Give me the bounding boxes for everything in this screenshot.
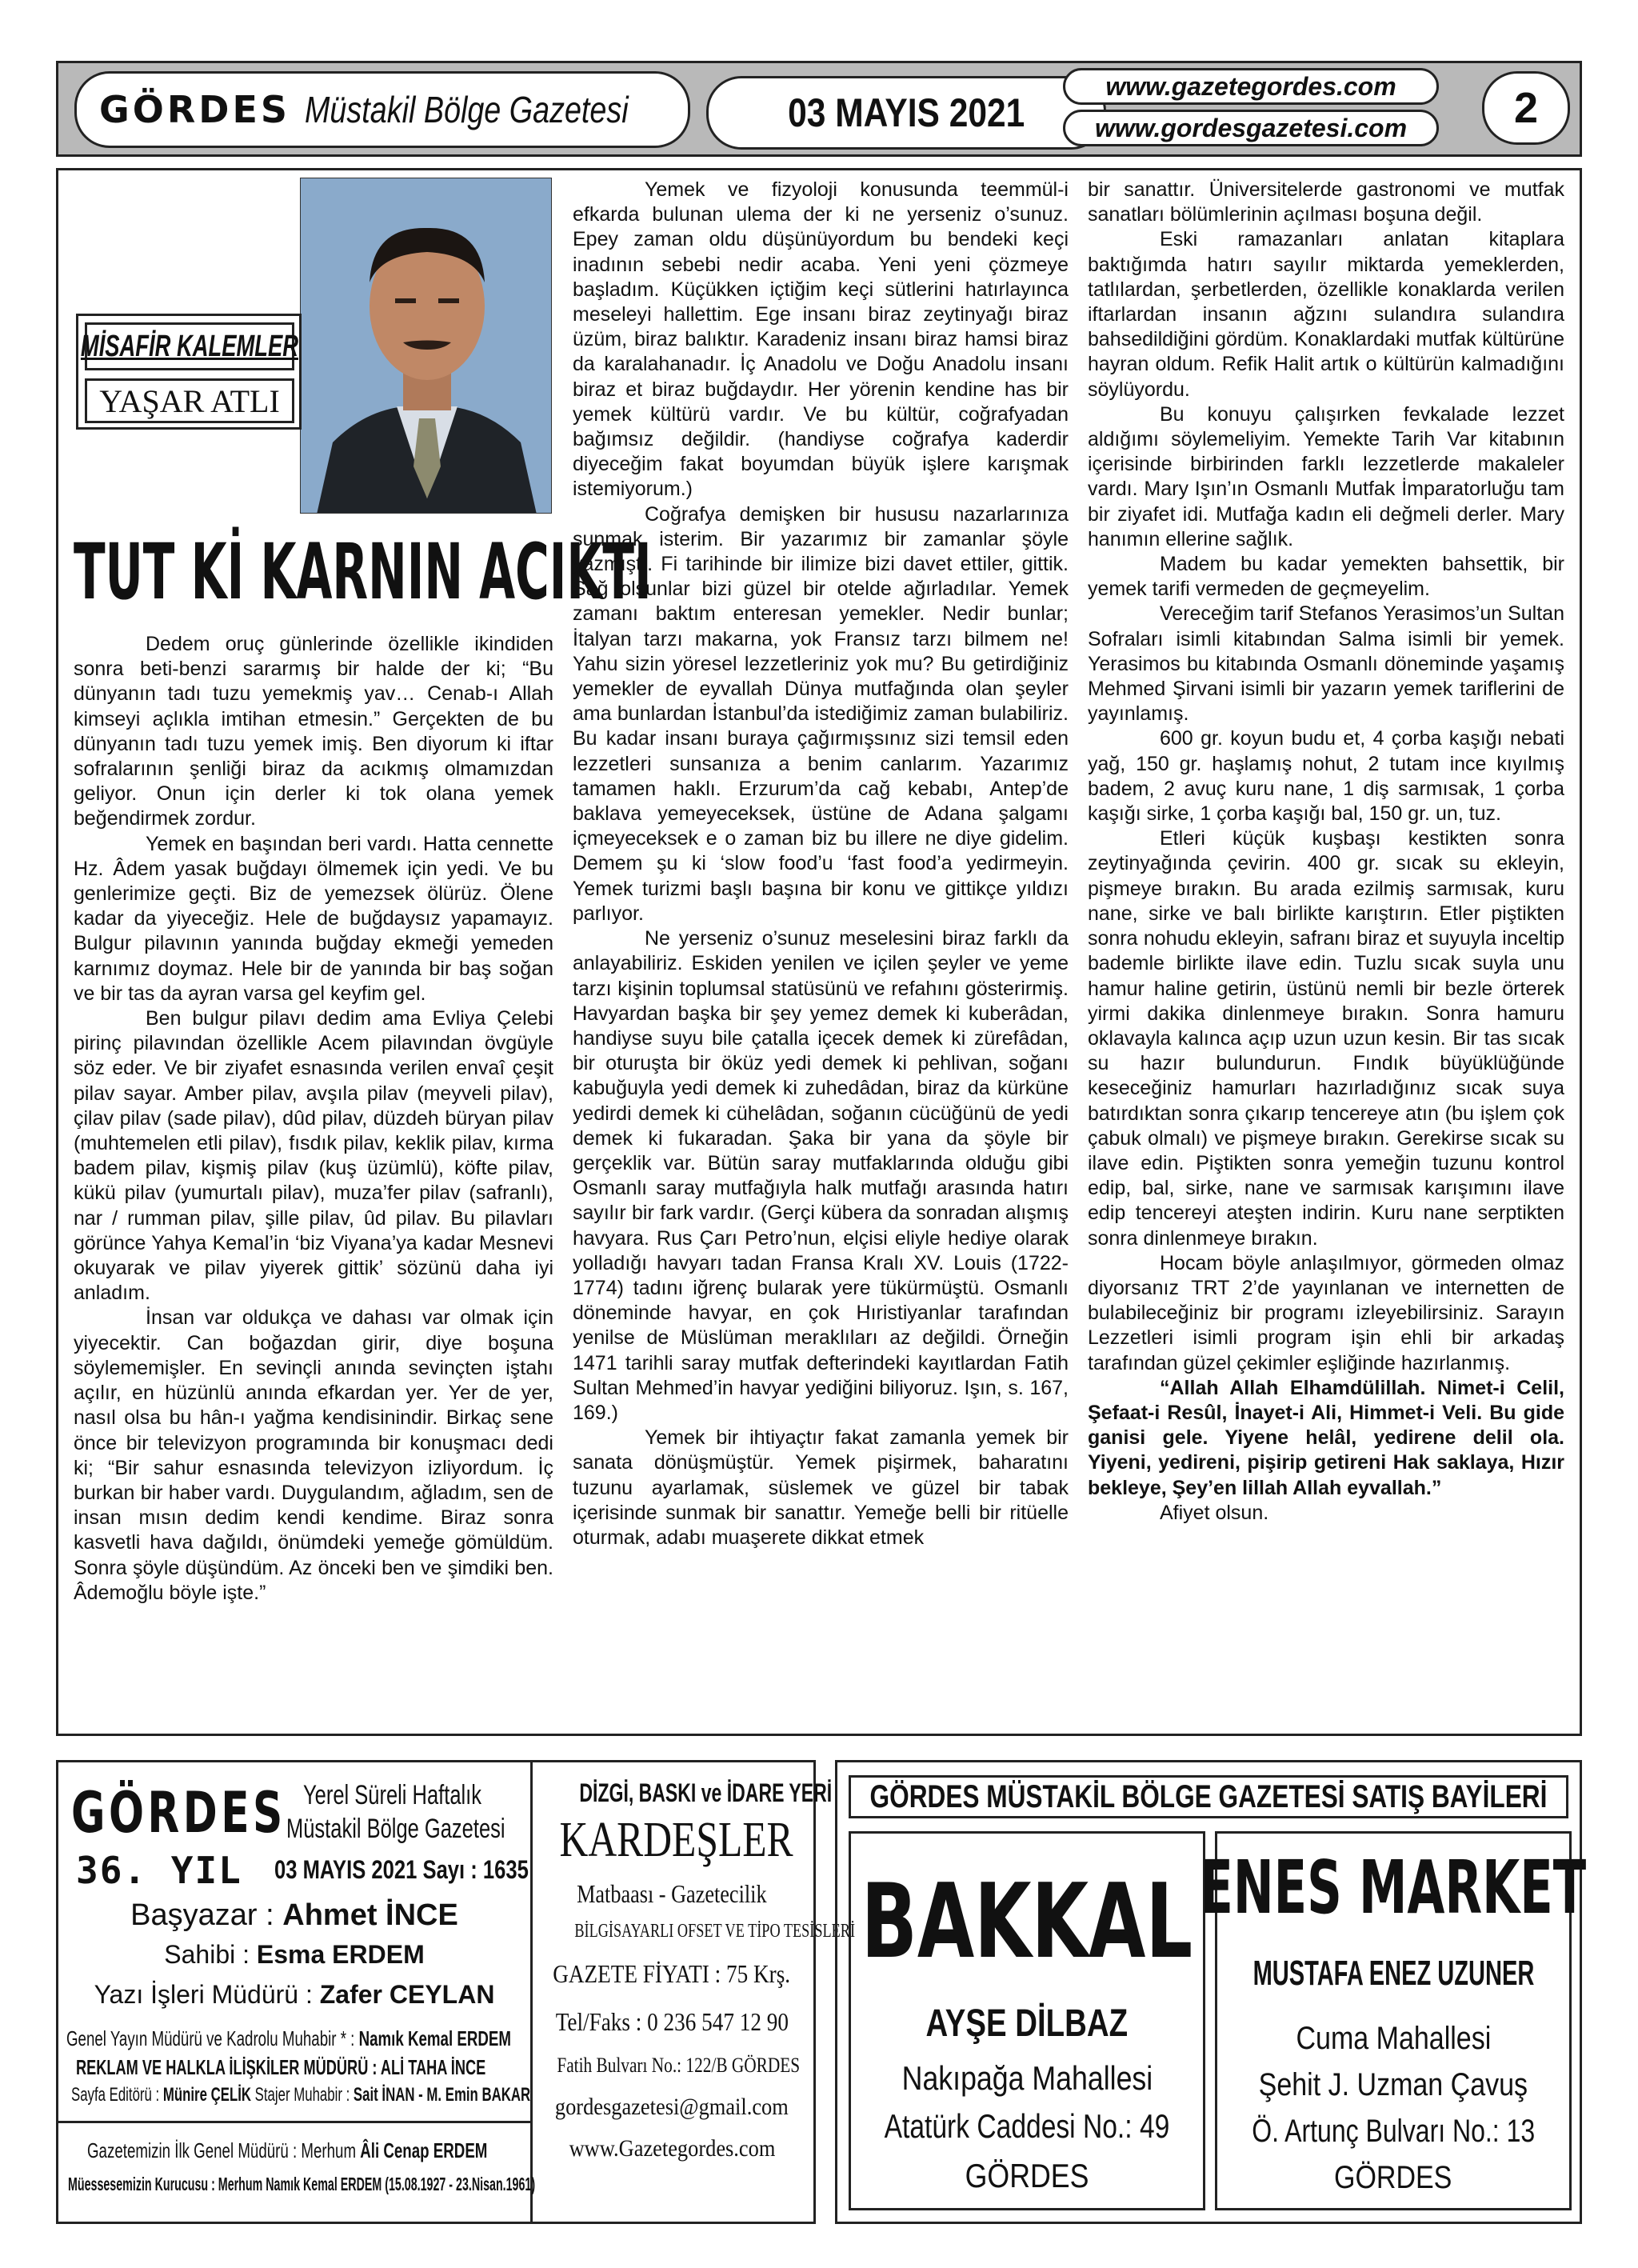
paragraph: Vereceğim tarif Stefanos Yerasimos’un Sultan Sofraları isimli kitabından Salma isimli bir yemek. Yerasimos bu kitabında Osmanlı döneminde yaşamış Mehmed Şirvani isimli bir yazarın yemek tariflerini de yayınlamış. bbox=[1088, 602, 1564, 726]
shop-address-2: Atatürk Caddesi No.: 49 bbox=[884, 2107, 1170, 2145]
publication-year: 36. YIL bbox=[76, 1849, 242, 1892]
guest-writer-box bbox=[76, 314, 302, 430]
newspaper-price: GAZETE FİYATI : 75 Krş. bbox=[553, 1959, 791, 1988]
owner: Sahibi : Esma ERDEM bbox=[164, 1940, 425, 1969]
brand-name: GÖRDES bbox=[99, 88, 291, 131]
author-portrait-icon bbox=[301, 178, 552, 514]
page-header bbox=[56, 61, 1582, 157]
article-column-3 bbox=[1088, 178, 1564, 1526]
chief-writer: Başyazar : Ahmet İNCE bbox=[130, 1898, 458, 1932]
shop-address-1: Cuma Mahallesi bbox=[1296, 2021, 1491, 2056]
website-link-2[interactable]: www.gordesgazetesi.com bbox=[1063, 110, 1439, 146]
shop-city: GÖRDES bbox=[1334, 2160, 1452, 2195]
paragraph: Coğrafya demişken bir hususu nazarlarınıza sunmak isterim. Bir yazarımız bir zamanlar şöyle yazmıştı. Fi tarihinde bir ilimize bizi davet ettiler, gittik. Sağ olsunlar bizi güzel bir otelde ağırladılar. Yemek zamanı baktım enteresan yemekler. Nedir bunlar; İtalyan tarzı makarna, yok Fransız tarzı bilmem ne! Yahu sizin yöresel lezzetleriniz yok mu? Bu getirdiğiniz yemekler de eyvallah Dünya mutfağında olan şeyler ama bunlardan İstanbul’da istediğimiz zaman bulabiliriz. Bu kadar insanı buraya çağırmışsınız sizi temsil eden lezzetleri sunsanıza a benim canlarım. Yazarımız tamamen haklı. Erzurum’da cağ kebabı, Antep’de baklava yemeyeceksek, üstüne de Adana şalgamı içmeyeceksek e o zaman biz bu illere ne diye gidelim. Demem şu ki ‘slow food’u ‘fast food’a yedirmeyin. Yemek turizmi başlı başına bir konu ve gittikçe yıldızı parlıyor. bbox=[573, 502, 1069, 925]
section-label: MİSAFİR KALEMLER bbox=[85, 322, 294, 370]
founder: Müessesemizin Kurucusu : Merhum Namık Kemal ERDEM (15.08.1927 - 23.Nisan.1961) bbox=[68, 2174, 536, 2194]
paragraph: bir sanattır. Üniversitelerde gastronomi ve mutfak sanatları bölümlerinin açılması boşuna değil. bbox=[1088, 178, 1564, 226]
shop-owner: MUSTAFA ENEZ UZUNER bbox=[1252, 1954, 1534, 1993]
shop-city: GÖRDES bbox=[965, 2157, 1089, 2194]
brand-subtitle: Müstakil Bölge Gazetesi bbox=[305, 89, 629, 130]
printer-info bbox=[530, 1762, 856, 2222]
paragraph: Yemek en başından beri vardı. Hatta cennette Hz. Âdem yasak buğdayı ölmemek için yedi. Ve bu genlerimize geçti. Biz de yemezsek ölürüz. Ölene kadar da yiyeceğiz. Hele de buğdaysız yapamayız. Bulgur pilavının yanında buğday ekmeği yemeden karnımız doymaz. Hele bir de yanında bir baş soğan ve bir tas da ayran varsa gel keyfim gel. bbox=[74, 832, 553, 1005]
shop-address-3: Ö. Artunç Bulvarı No.: 13 bbox=[1252, 2114, 1535, 2149]
page-number: 2 bbox=[1482, 71, 1570, 145]
sales-points-box bbox=[835, 1760, 1587, 2224]
paragraph: Dedem oruç günlerinde özellikle ikindiden sonra beti-benzi sararmış bir halde der ki; “Bu dünyanın tadı tuzu yemekmiş yav… Cenab-ı Allah kimseyi açlıkla imtihan etmesin.” Gerçekten de bu dünyanın tadı tuzu yemek imiş. Ben diyorum ki iftar sofralarının şenliği biraz da acıkmış olmamızdan geliyor. Onun için derler ki tok olana yemek beğendirmek zordur. bbox=[74, 633, 553, 830]
paragraph: Etleri küçük kuşbaşı kestikten sonra zeytinyağında çevirin. 400 gr. sıcak su ekleyin, pişmeye bırakın. Bu arada ezilmiş sarmısak, kuru nane, sirke ve balı birlikte karıştırın. Etler piştikten sonra nohudu ekleyin, safranı biraz et suyuyla inceltip bademle birlikte ilave edin. Tuzlu sıcak suyla unu hamur haline getirin, üstünü nemli bir bezle örterek yirmi dakika dinlenmeye bırakın. Sonra hamuru oklavayla kalınca açıp uzun uzun kesin. Bir tas sıcak su hazır bulundurun. Fındık büyüklüğünde keseceğiniz hamurları hazırladığınız sıcak suya batırdıktan sonra çıkarıp tencereye atın (bu işlem çok çabuk olmalı) ve pişmeye bırakın. Gerekirse sıcak su ilave edin. Piştikten sonra yemeğin tuzunu kontrol edip, bal, sirke, nane ve sarmısak karışımını ilave edip tencereyi ateşten indirin. Kuru nane serptikten sonra dinlenmeye bırakın. bbox=[1088, 827, 1564, 1250]
paragraph: Hocam böyle anlaşılmıyor, görmeden olmaz diyorsanız TRT 2’de yayınlanan ve internetten de bulabileceğiniz bir programı izleyebilirsiniz. Sarayın Lezzetleri isimli program işin ehli bir arkadaş tarafından güzel çekimler eşliğinde hazırlanmış. bbox=[1088, 1251, 1564, 1374]
sales-title: GÖRDES MÜSTAKİL BÖLGE GAZETESİ SATIŞ BAYİLERİ bbox=[849, 1775, 1568, 1818]
paragraph: Yemek bir ihtiyaçtır fakat zamanla yemek bir sanata dönüşmüştür. Yemek pişirmek, baharatını tuzunu ayarlamak, süslemek ve güzel bir tabak içerisinde sunmak bir sanattır. Yemeğe belli bir ritüelle oturmak, adabı muaşerete dikkat etmek bbox=[573, 1426, 1069, 1549]
impressum-staff bbox=[58, 1762, 536, 2222]
shop-name: BAKKAL bbox=[861, 1862, 1193, 1982]
shop-name: ENES MARKET bbox=[1200, 1845, 1587, 1930]
article-column-1 bbox=[74, 632, 553, 1606]
masthead-line-1: Yerel Süreli Haftalık bbox=[303, 1780, 482, 1810]
printer-line-1: Matbaası - Gazetecilik bbox=[577, 1879, 767, 1908]
issue-date: 03 MAYIS 2021 bbox=[706, 76, 1106, 150]
author-photo bbox=[300, 178, 552, 514]
printer-heading: DİZGİ, BASKI ve İDARE YERİ bbox=[579, 1778, 833, 1807]
article-headline: TUT Kİ KARNIN ACIKTI bbox=[74, 527, 652, 617]
printer-email[interactable]: gordesgazetesi@gmail.com bbox=[555, 2094, 789, 2120]
printer-website[interactable]: www.Gazetegordes.com bbox=[569, 2135, 775, 2162]
masthead-line-2: Müstakil Bölge Gazetesi bbox=[286, 1814, 505, 1844]
article-column-2 bbox=[573, 178, 1069, 1550]
shop-enes-market bbox=[1200, 1831, 1587, 2210]
paragraph: Yemek ve fizyoloji konusunda teemmül-i efkarda bulunan ulema der ki ne yerseniz o’sunuz. Epey zaman oldu düşünüyordum bu bendeki keçi inadının sebebi nedir acaba. Yeni yeni çözmeye başladım. Küçükken içtiğim keçi sütlerini hatırlayınca meseleyi hallettim. Ege insanı biraz zeytinyağı biraz üzüm, biraz balıktır. Karadeniz insanı biraz hamsi biraz da karalahanadır. İç Anadolu ve Doğu Anadolu insanı biraz et biraz buğdaydır. Her yörenin kendine has bir yemek kültürü vardır. Ve bu kültür, coğrafyadan bağımsız değildir. (handiyse coğrafya kaderdir diyeceğim fakat boyumdan büyük işlere karışmak istemiyorum.) bbox=[573, 178, 1069, 501]
shop-owner: AYŞE DİLBAZ bbox=[925, 2002, 1129, 2045]
editor-in-chief: Yazı İşleri Müdürü : Zafer CEYLAN bbox=[94, 1980, 495, 2009]
general-director: Genel Yayın Müdürü ve Kadrolu Muhabir * : Namık Kemal ERDEM bbox=[66, 2026, 511, 2050]
divider bbox=[58, 2121, 530, 2123]
paragraph: Ne yerseniz o’sunuz meselesini biraz farklı da anlayabiliriz. Eskiden yenilen ve içilen şeyler ve yeme tarzı kişinin toplumsal statüsünü ve refahını gösterirmiş. Havyardan başka bir şey yemez demek ki kuberâdan, handiyse suyu bile çatalla içecek demek ki zürefâdan, bir oturuşta bir öküz yedi demek ki pehlivan, soğanı kabuğuyla yedi demek ki zuhedâdan, biraz da kürküne yedirdi demek ki cühelâdan, soğanın cücüğünü de yedi demek ki fukaradan. Şaka bir yana da şöyle bir gerçeklik var. Bütün saray mutfaklarında olduğu gibi Osmanlı saray mutfağıyla halk mutfağı arasında hatırı sayılır bir fark vardır. (Gerçi kübera da sonradan alışmış havyara. Rus Çarı Petro’nun, elçisi eliyle hediye olarak yolladığı havyarı tadan Fransa Kralı XV. Louis (1722-1774) tadını iğrenç bularak yere tükürmüştü. Osmanlı döneminde havyar, en çok Hıristiyanlar tarafından yenilse de Müslüman meraklıları az değildi. Örneğin 1471 tarihli saray mutfak defterindeki kayıtlardan Fatih Sultan Mehmed’in havyar yediğini biliyoruz. Işın, s. 167, 169.) bbox=[573, 927, 1069, 1424]
printer-line-2: BİLGİSAYARLI OFSET VE TİPO TESİSLERİ bbox=[574, 1921, 856, 1942]
paragraph: Madem bu kadar yemekten bahsettik, bir yemek tarifi vermeden de geçmeyelim. bbox=[1088, 553, 1564, 601]
masthead-name: GÖRDES bbox=[71, 1780, 286, 1846]
issue-info: 03 MAYIS 2021 Sayı : 1635 bbox=[274, 1855, 529, 1884]
shop-bakkal bbox=[849, 1831, 1205, 2210]
closing-prayer: “Allah Allah Elhamdülillah. Nimet-i Celil, Şefaat-i Resûl, İnayet-i Ali, Himmet-i Veli. Bu gide ganisi gele. Yiyene helâl, yedirene delil ola. Yiyeni, yedireni, pişirip getireni Hak saklaya, Hızır bekleye, Şey’en lillah Allah eyvallah.” bbox=[1088, 1376, 1564, 1499]
paragraph: İnsan var oldukça ve dahası var olmak için yiyecektir. Can boğazdan girir, diye boşuna söylememişler. En sevinçli anında sevinçten iştahı açılır, en hüzünlü anında efkardan yer. Yer de yer, nasıl olsa bu hân-ı yağma kendisinindir. Birkaç sene önce bir televizyon programında bir konuşmacı dedi ki; “Bir sahur esnasında televizyon izliyordum. İç burkan bir haber vardı. Duygulandım, ağladım, sen de insan mısın dedim kendi kendime. Biraz sonra kasvetli hava dağıldı, önümdeki yemeğe gömüldüm. Sonra şöyle düşündüm. Az önceki ben ve şimdiki ben. Âdemoğlu böyle işte.” bbox=[74, 1306, 553, 1604]
shop-address-1: Nakıpağa Mahallesi bbox=[901, 2059, 1153, 2097]
paragraph: 600 gr. koyun budu et, 4 çorba kaşığı nebati yağ, 150 gr. haşlamış nohut, 2 tutam ince kıyılmış badem, 2 avuç kuru nane, 1 diş sarmısak, 1 çorba kaşığı sirke, 1 çorba kaşığı bal, 150 gr. un, tuz. bbox=[1088, 727, 1564, 826]
first-director: Gazetemizin İlk Genel Müdürü : Merhum Âli Cenap ERDEM bbox=[87, 2138, 488, 2162]
pr-director: REKLAM VE HALKLA İLİŞKİLER MÜDÜRÜ : ALİ TAHA İNCE bbox=[76, 2055, 486, 2079]
author-name: YAŞAR ATLI bbox=[85, 378, 294, 423]
page-editor: Sayfa Editörü : Münire ÇELİK Stajer Muhabir : Sait İNAN - M. Emin BAKAR bbox=[71, 2084, 531, 2106]
shop-address-2: Şehit J. Uzman Çavuş bbox=[1258, 2067, 1528, 2102]
website-link-1[interactable]: www.gazetegordes.com bbox=[1063, 68, 1439, 105]
paragraph: Bu konuyu çalışırken fevkalade lezzet aldığımı söylemeliyim. Yemekte Tarih Var kitabının içerisinde birbirinden farklı lezzetlerde makaleler vardı. Mary Işın’ın Osmanlı Mutfak İmparatorluğu tam bir ziyafet idi. Mutfağa kadın eli değmeli derler. Mary hanımın ellerine sağlık. bbox=[1088, 402, 1564, 550]
printer-phone: Tel/Faks : 0 236 547 12 90 bbox=[555, 2007, 789, 2036]
printer-address: Fatih Bulvarı No.: 122/B GÖRDES bbox=[557, 2054, 801, 2077]
masthead-brand bbox=[74, 71, 690, 148]
paragraph: Afiyet olsun. bbox=[1160, 1501, 1269, 1524]
printer-name: KARDEŞLER bbox=[559, 1813, 793, 1867]
paragraph: Eski ramazanları anlatan kitaplara baktığımda hatırı sayılır miktarda yemeklerden, tatlılardan, şerbetlerden, özellikle konaklarda verilen iftarlardan insanın ağzını sulandıra sulandıra bahsedildiğini gördüm. Konaklardaki mutfak kültürüne hayran oldum. Refik Halit artık o kültürün kalmadığını söylüyordu. bbox=[1088, 228, 1564, 401]
impressum-box bbox=[56, 1760, 856, 2224]
paragraph: Ben bulgur pilavı dedim ama Evliya Çelebi pirinç pilavından özellikle Acem pilavından övgüyle söz eder. Ve bir ziyafet esnasında verilen envaî çeşit pilav sayar. Amber pilav, avşıla pilav (meyveli pilav), çilav pilav (sade pilav), dûd pilav, düzdeh büryan pilav (muhtemelen etli pilav), fısdık pilav, keklik pilav, kırma badem pilav, kişmiş pilav (kuş üzümlü), köfte pilav, kükü pilav (yumurtalı pilav), muza’fer pilav (safranlı), nar / rumman pilav, şille pilav, ûd pilav. Bu pilavları görünce Yahya Kemal’in ‘biz Viyana’ya kadar Mesnevi okuyarak ve pilav yiyerek gittik’ sözünü daha iyi anladım. bbox=[74, 1007, 553, 1305]
